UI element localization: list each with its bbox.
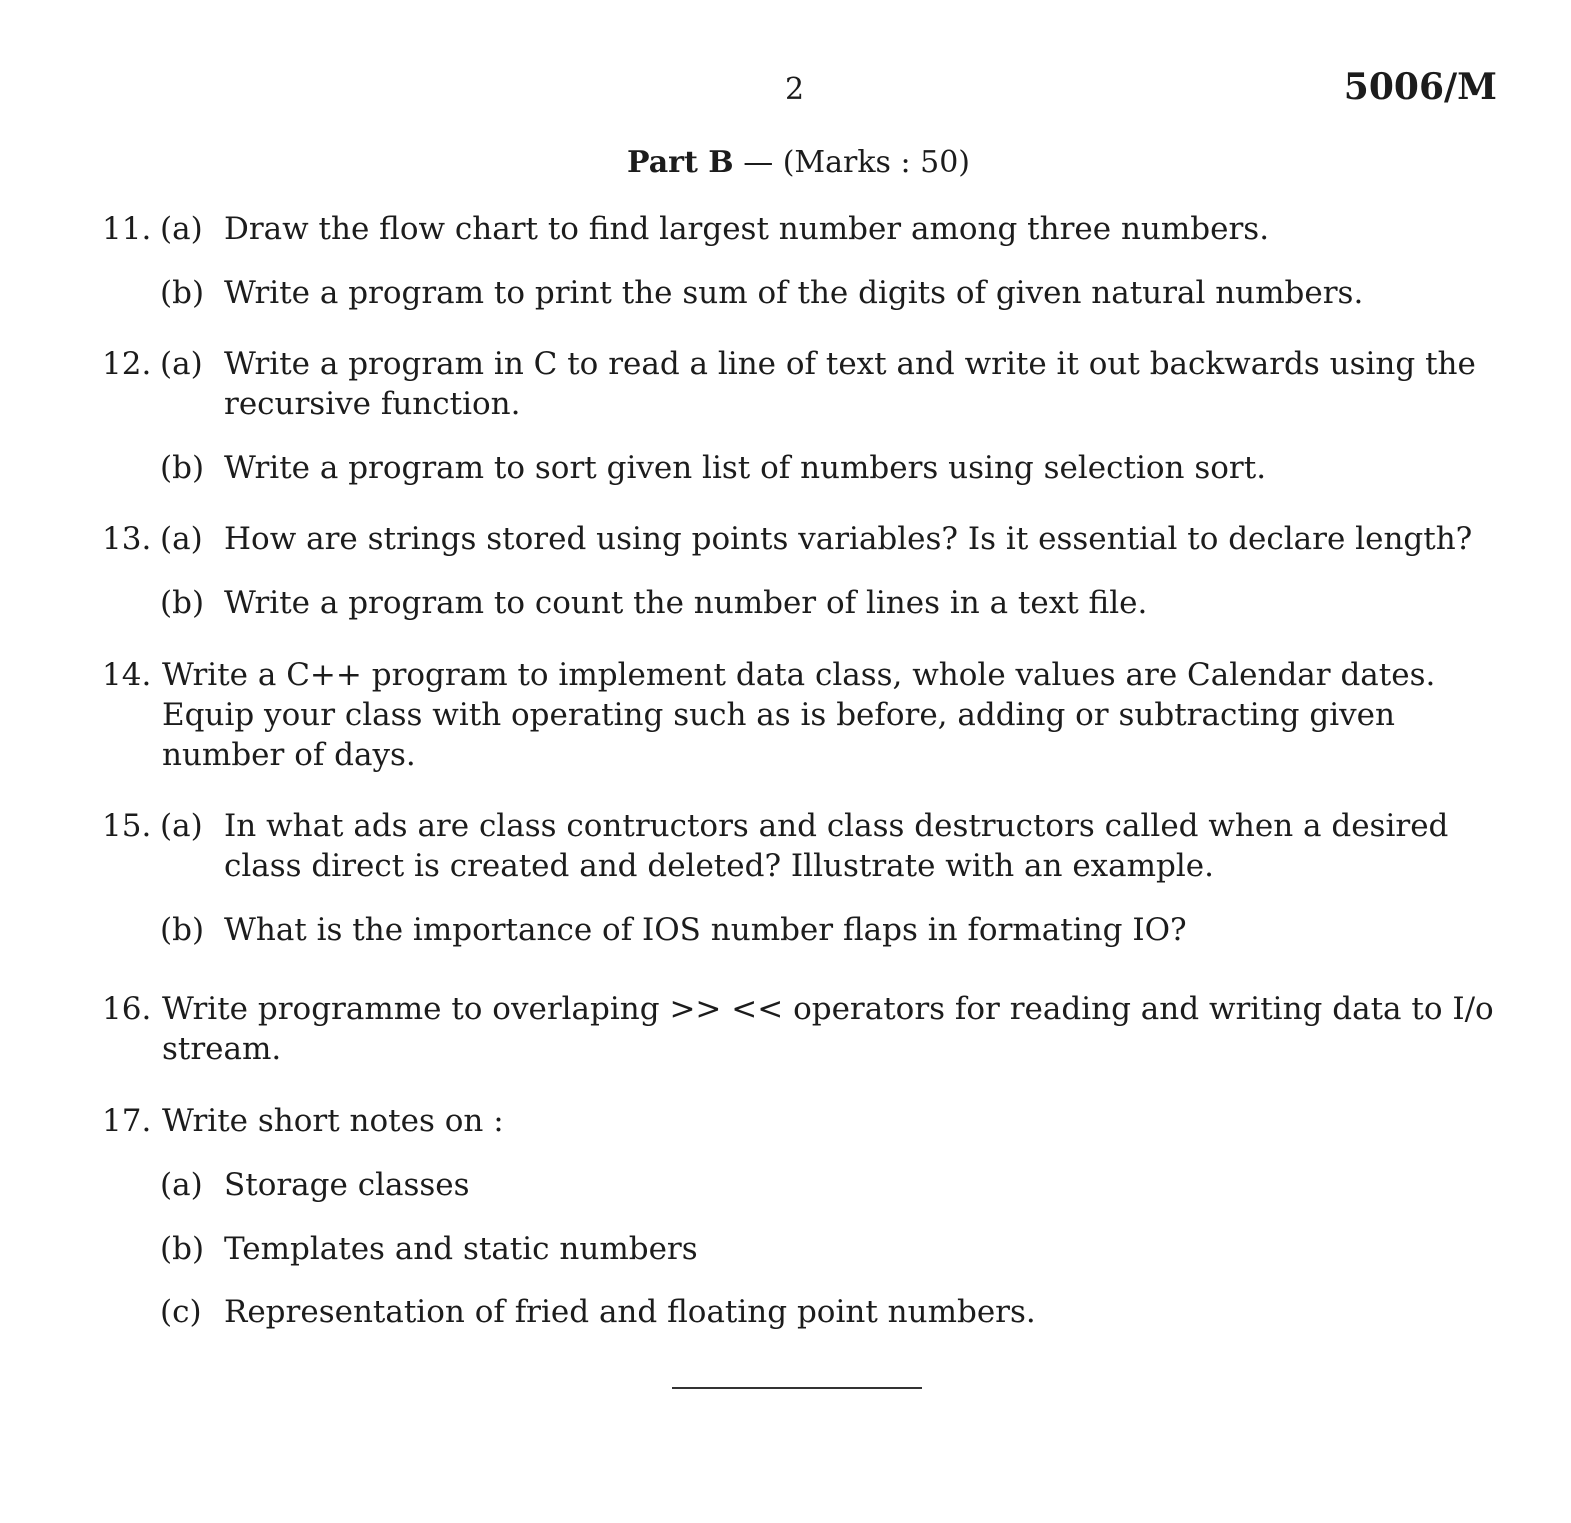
question-text-line-3: number of days. <box>162 737 416 773</box>
part-label: (b) <box>160 1231 205 1267</box>
section-title: Part B <box>626 145 734 180</box>
question-text: Representation of fried and floating point numbers. <box>224 1294 1036 1330</box>
question-text: Write a program to sort given list of numbers using selection sort. <box>224 450 1267 486</box>
question-text-line-2: class direct is created and deleted? Illustrate with an example. <box>224 848 1214 884</box>
question-number: 17. <box>102 1103 152 1139</box>
question-text: What is the importance of IOS number flaps in formating IO? <box>224 912 1187 948</box>
part-label: (a) <box>160 346 203 382</box>
question-text-line-1: Write programme to overlaping >> << operators for reading and writing data to I/o <box>162 991 1494 1027</box>
question-text: Write a program to print the sum of the digits of given natural numbers. <box>224 275 1364 311</box>
section-marks: — (Marks : 50) <box>743 145 971 180</box>
end-rule <box>672 1387 922 1389</box>
part-label: (a) <box>160 1167 203 1203</box>
question-text-line-1: Write a program in C to read a line of text and write it out backwards using the <box>224 346 1476 382</box>
question-number: 13. <box>102 521 152 557</box>
question-text: Draw the flow chart to find largest number among three numbers. <box>224 211 1270 247</box>
question-text: Templates and static numbers <box>224 1231 698 1267</box>
part-label: (a) <box>160 211 203 247</box>
part-label: (b) <box>160 275 205 311</box>
question-text: Storage classes <box>224 1167 470 1203</box>
question-text-line-2: recursive function. <box>224 386 521 422</box>
paper-code: 5006/M <box>1343 66 1497 108</box>
question-text: How are strings stored using points variables? Is it essential to declare length? <box>224 521 1473 557</box>
part-label: (b) <box>160 912 205 948</box>
part-label: (c) <box>160 1294 202 1330</box>
question-text-line-2: stream. <box>162 1031 282 1067</box>
part-label: (b) <box>160 585 205 621</box>
question-number: 15. <box>102 808 152 844</box>
question-text: Write short notes on : <box>162 1103 504 1139</box>
section-heading <box>0 145 1571 180</box>
question-text-line-1: Write a C++ program to implement data class, whole values are Calendar dates. <box>162 657 1436 693</box>
question-text-line-2: Equip your class with operating such as is before, adding or subtracting given <box>162 697 1395 733</box>
page-number: 2 <box>785 72 805 107</box>
part-label: (b) <box>160 450 205 486</box>
question-text: Write a program to count the number of lines in a text file. <box>224 585 1148 621</box>
part-label: (a) <box>160 808 203 844</box>
question-number: 12. <box>102 346 152 382</box>
question-text-line-1: In what ads are class contructors and class destructors called when a desired <box>224 808 1449 844</box>
part-label: (a) <box>160 521 203 557</box>
question-number: 16. <box>102 991 152 1027</box>
question-number: 14. <box>102 657 152 693</box>
question-number: 11. <box>102 211 152 247</box>
